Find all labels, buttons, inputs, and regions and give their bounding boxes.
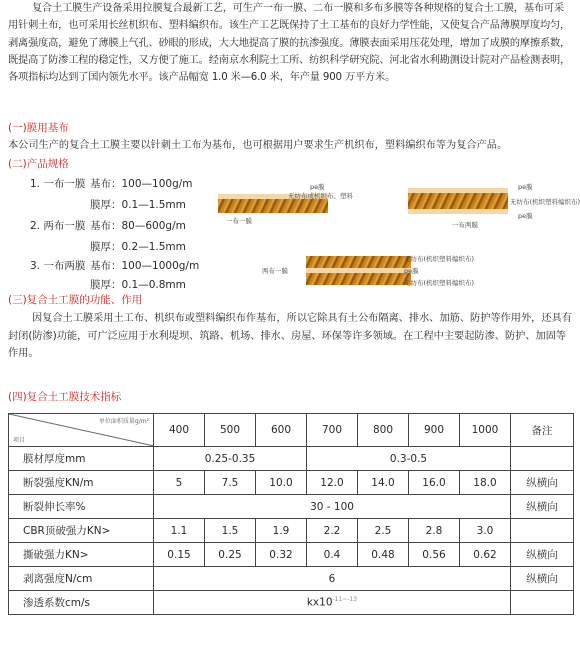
row-note [511,447,574,471]
row-note: 纵横向 [511,543,574,567]
permeability-value: kx10 [306,596,333,609]
cell-value: 2.5 [358,519,409,543]
film-layer-bottom [408,209,508,214]
permeability-exponent: -11~-13 [332,596,358,604]
spec-1-film: 膜厚：0.1—1.5mm [90,199,186,211]
cell-value: 1.9 [256,519,307,543]
row-label: 断裂强度KN/m [9,471,154,495]
cloth-layer-top [306,256,411,268]
spec-1-base [30,176,193,191]
diagram-two-cloth-one-film [262,252,512,292]
row-note: 纵横向 [511,471,574,495]
diagram-one-cloth-two-film [408,180,578,232]
table-row [9,543,574,567]
corner-bottom-label: 项目 [13,437,26,444]
row-note: 纵横向 [511,567,574,591]
cell-value: 0.25 [205,543,256,567]
weight-header: 1000 [460,414,511,447]
row-note: 纵横向 [511,495,574,519]
diagram-label: 一布一膜 [226,217,252,225]
cell-value: 0.32 [256,543,307,567]
row-note [511,519,574,543]
row-label: 膜材厚度mm [9,447,154,471]
weight-header: 400 [154,414,205,447]
spec-base: 基布：100—100g/m [90,178,193,190]
cell-value: 16.0 [409,471,460,495]
weight-header: 500 [205,414,256,447]
cell-value: 10.0 [256,471,307,495]
cell-value: 7.5 [205,471,256,495]
cell-value: 0.48 [358,543,409,567]
cloth-layer [218,199,328,213]
thickness-range-thin: 0.25-0.35 [154,447,307,471]
diagram-label: 一布两膜 [452,221,478,229]
table-row [9,495,574,519]
cell-value-span: 30 - 100 [154,495,511,519]
diagram-label: 两布一膜 [262,267,288,275]
table-row [9,591,574,615]
base-cloth-text: 本公司生产的复合土工膜主要以针刺土工布为基布，也可根据用户要求生产机织布，塑料编织布等为复合产品。 [8,140,508,151]
row-label: 渗透系数cm/s [9,591,154,615]
cell-value: 2.2 [307,519,358,543]
cell-value: 0.62 [460,543,511,567]
cell-value: 14.0 [358,471,409,495]
remark-header: 备注 [511,414,574,447]
row-label: 撕破强力KN> [9,543,154,567]
row-label: 剥离强度N/cm [9,567,154,591]
table-row [9,447,574,471]
table-row [9,519,574,543]
intro-paragraph: 复合土工膜生产设备采用拉膜复合最新工艺，可生产一布一膜、二布一膜和多布多膜等各种规格的复合土工膜，基布可采用针刺土布，也可采用长丝机织布、塑料编织布。该生产工艺既保持了土工基布的良好力学性能，又使复合产品薄膜厚度均匀，剥离强度高，避免了薄膜上气孔、砂眼的形成，大大地提高了膜的抗渗强度。薄膜表面采用压花处理，增加了成膜的摩擦系数，既提高了防渗工程的稳定性，又方便了施工。经南京水利院土工所、纺织科学研究院、河北省水利勘测设计院对产品检测表明，各项指标均达到了国内领先水平。该产品幅宽 1.0 米—6.0 米，年产量 900 万平方米。 [8,3,571,84]
table-corner-cell [9,414,154,447]
cell-value-span: 6 [154,567,511,591]
tech-spec-table [8,413,574,615]
spec-2-base [30,218,186,233]
row-label: 断裂伸长率% [9,495,154,519]
pe-label: pe膜 [518,183,533,191]
cell-value: 2.8 [409,519,460,543]
cloth-layer [408,193,508,209]
corner-top-label: 单位面积质量g/m² [98,418,149,425]
table-header-row [9,414,574,447]
weight-header: 600 [256,414,307,447]
cell-value: 0.4 [307,543,358,567]
weight-header: 900 [409,414,460,447]
cell-value: 0.56 [409,543,460,567]
cloth-label: 无纺布或机织布、塑料 [288,192,353,200]
cloth-layer-bottom [306,273,411,285]
pe-label: pe膜 [310,183,325,191]
cell-value: 18.0 [460,471,511,495]
pe-label: pe膜 [404,267,419,275]
top-cloth-label: 无纺布(机织塑料编织布) [404,255,475,263]
cell-value: 0.15 [154,543,205,567]
spec-name: 2. 两布一膜 [30,220,86,232]
cloth-label: 无纺布(机织塑料编织布) [510,198,580,206]
section-title-specs: (二)产品规格 [8,158,69,170]
weight-header: 700 [307,414,358,447]
weight-header: 800 [358,414,409,447]
cell-value: 5 [154,471,205,495]
table-row [9,567,574,591]
spec-name: 1. 一布一膜 [30,178,86,190]
section-title-functions: (三)复合土工膜的功能、作用 [8,294,143,306]
row-label: CBR顶破强力KN> [9,519,154,543]
spec-base: 基布：80—600g/m [90,220,186,232]
row-note [511,591,574,615]
thickness-range-thick: 0.3-0.5 [307,447,511,471]
diagram-one-cloth-one-film [218,180,368,225]
spec-3-film: 膜厚：0.1—0.8mm [90,279,186,291]
cell-value: 1.1 [154,519,205,543]
section-title-tech-specs: (四)复合土工膜技术指标 [8,391,122,403]
cell-value: 1.5 [205,519,256,543]
spec-name: 3. 一布两膜 [30,260,86,272]
section-title-base-cloth: (一)膜用基布 [8,122,69,134]
cell-value: 3.0 [460,519,511,543]
cell-value: 12.0 [307,471,358,495]
spec-2-film: 膜厚：0.2—1.5mm [90,241,186,253]
spec-3-base [30,258,199,273]
table-row [9,471,574,495]
spec-base: 基布：100—1000g/m [90,260,200,272]
bottom-cloth-label: 无纺布(机织塑料编织布) [404,279,475,287]
functions-text: 因复合土工膜采用土工布、机织布或塑料编织布作基布，所以它除具有土公布隔离、排水、加筋、防护等作用外，还具有封闭(防渗)功能，可广泛应用于水利堤坝、筑路、机场、排水、房屋、环保等许多领域。在工程中主要起防渗、防护、加固等作用。 [8,313,572,359]
permeability-cell [154,591,511,615]
pe-label-2: pe膜 [518,212,533,220]
